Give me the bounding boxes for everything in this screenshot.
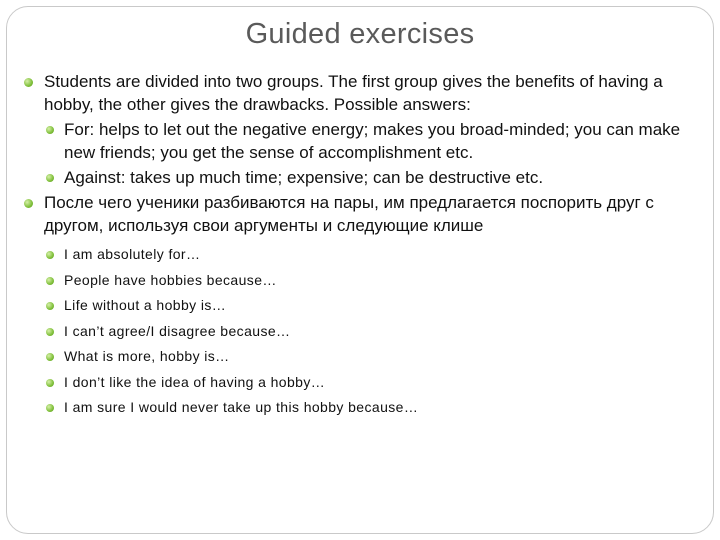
cliche-text: I am sure I would never take up this hobby because… [64,399,419,415]
bullet-icon [46,174,54,182]
list-item [22,344,702,370]
list-item [22,395,702,421]
cliche-text: What is more, hobby is… [64,348,230,364]
bullet-icon [46,353,54,361]
sub-bullet-text: For: helps to let out the negative energy; makes you broad-minded; you can make new friends; you get the sense of accomplishment etc. [64,120,681,162]
bullet-icon [24,78,33,87]
bullet-icon [46,404,54,412]
sub-bullet-against [22,166,702,189]
sub-bullet-text: Against: takes up much time; expensive; can be destructive etc. [64,168,544,187]
bullet-icon [46,379,54,387]
cliche-text: I don’t like the idea of having a hobby… [64,373,326,390]
list-item [22,293,702,319]
slide-content [22,70,702,421]
bullet-pairs [22,191,702,237]
bullet-text: Students are divided into two groups. The first group gives the benefits of having a hobby, the other gives the drawbacks. Possible answers: [44,72,663,114]
list-item [22,319,702,345]
bullet-icon [24,199,33,208]
cliche-text: I am absolutely for… [64,246,201,262]
bullet-icon [46,302,54,310]
cliche-text: I can’t agree/I disagree because… [64,322,291,339]
cliche-text: Life without a hobby is… [64,297,227,313]
list-item [22,242,702,268]
bullet-text: После чего ученики разбиваются на пары, им предлагается поспорить друг с другом, используя свои аргументы и следующие клише [44,193,654,235]
list-item [22,370,702,396]
cliche-text: People have hobbies because… [64,271,277,288]
slide-title: Guided exercises [245,18,475,50]
bullet-icon [46,277,54,285]
bullet-groups [22,70,702,116]
cliche-list [22,242,702,421]
list-item [22,268,702,294]
bullet-icon [46,126,54,134]
bullet-icon [46,251,54,259]
bullet-icon [46,328,54,336]
sub-bullet-for [22,118,702,164]
